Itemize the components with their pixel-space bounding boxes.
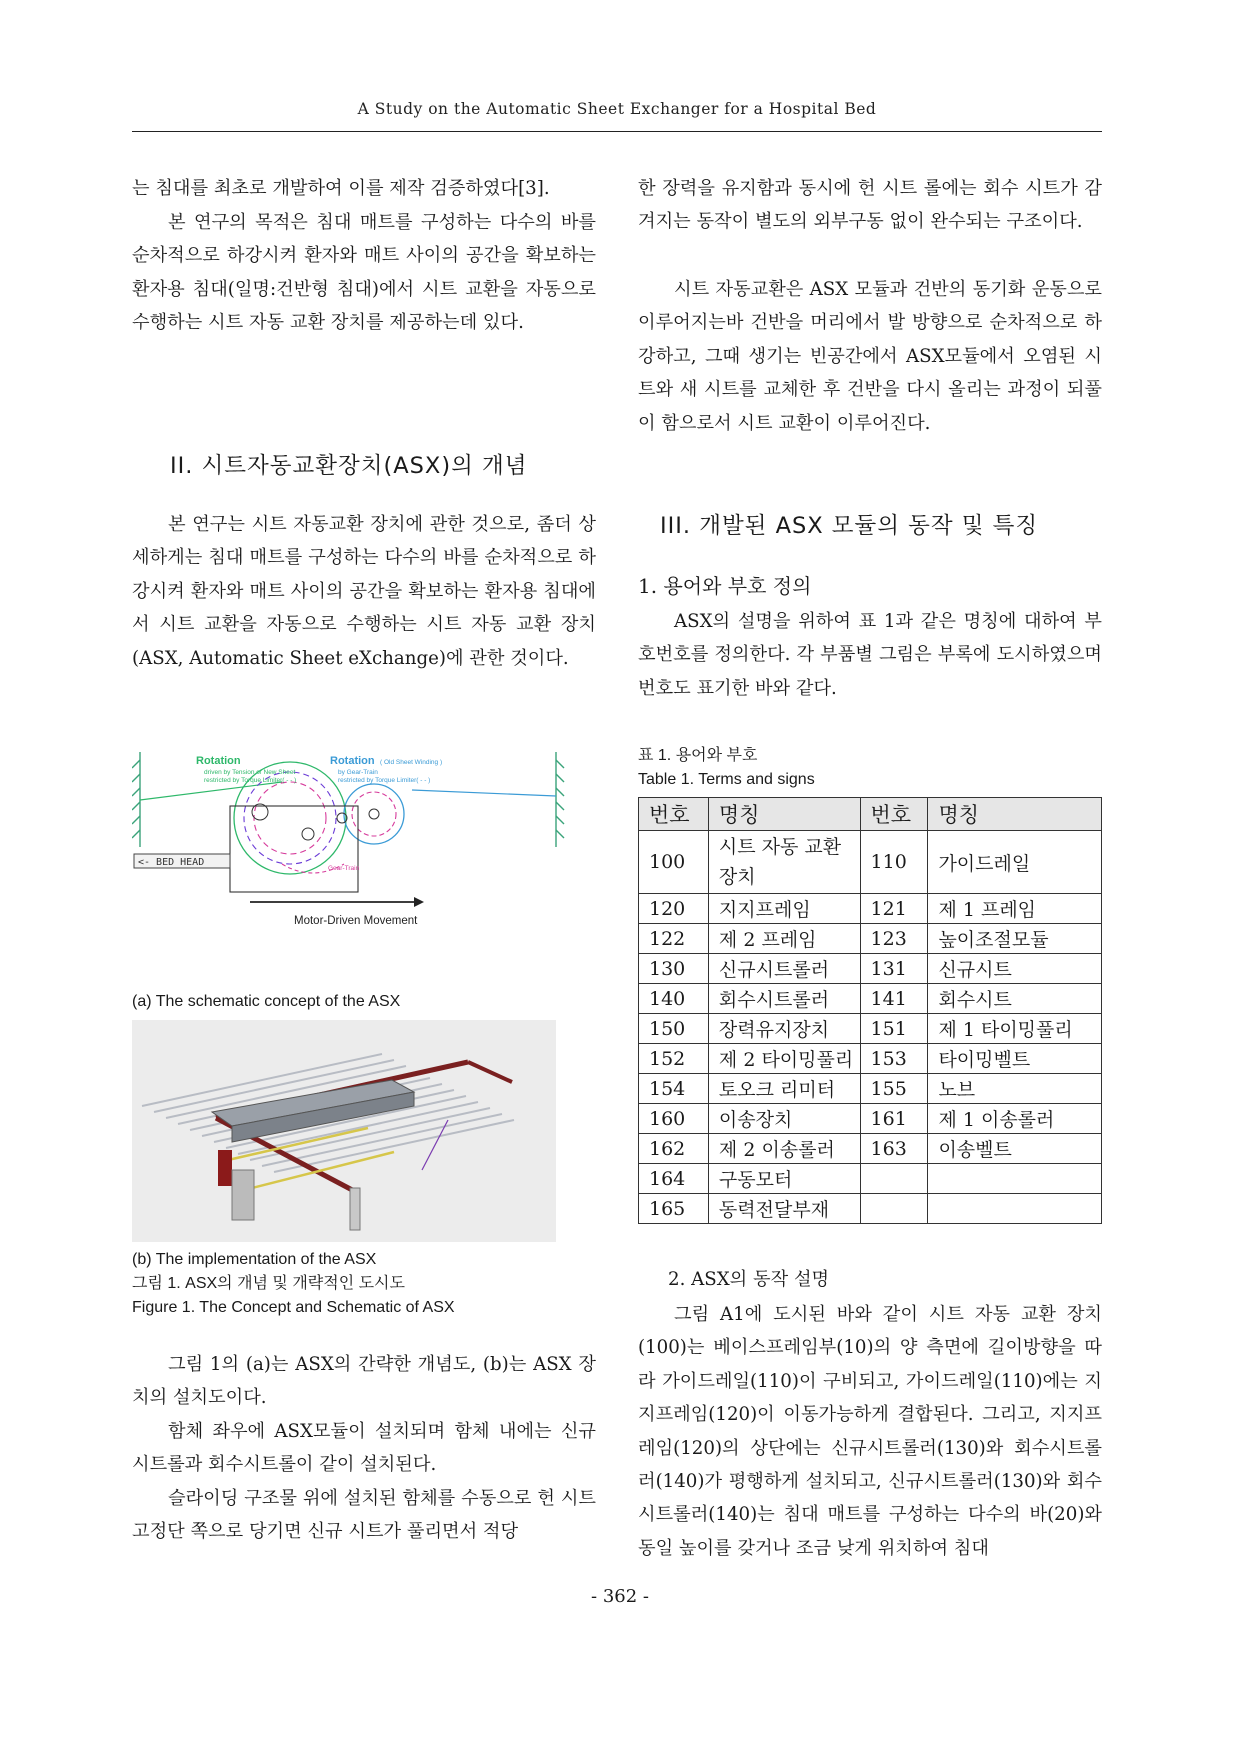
table-cell: 타이밍벨트 — [928, 1044, 1102, 1074]
left-paragraph-5: 함체 좌우에 ASX모듈이 설치되며 함체 내에는 신규 시트롤과 회수시트롤이 같이 설치된다. — [132, 1421, 596, 1476]
table-cell: 회수시트롤러 — [708, 984, 860, 1014]
table-cell: 제 1 프레임 — [928, 894, 1102, 924]
table-row — [639, 894, 1102, 924]
rotation-2-sub1: by Gear-Train — [338, 769, 378, 776]
table-cell: 이송장치 — [708, 1104, 860, 1134]
table-cell: 제 2 프레임 — [708, 924, 860, 954]
motor-driven-label: Motor-Driven Movement — [294, 915, 418, 927]
table-cell: 가이드레일 — [928, 831, 1102, 894]
table-cell: 시트 자동 교환 장치 — [708, 831, 860, 894]
left-paragraph-1: 는 침대를 최초로 개발하여 이를 제작 검증하였다[3]. — [132, 178, 550, 199]
right-paragraph-4: 그림 A1에 도시된 바와 같이 시트 자동 교환 장치(100)는 베이스프레임부(10)의 양 측면에 길이방향을 따라 가이드레일(110)이 구비되고, 가이드레일(110)에는 지지프레임(120)이 이동가능하게 결합된다. 그리고, 지지프레임(120)의 상단에는 신규시트롤러(130)와 회수시트롤러(140)가 평행하게 설치되고, 신규시트롤러(130)와 회수시트롤러(140)는 침대 매트를 구성하는 다수의 바(20)와 동일 높이를 갖거나 조금 낮게 위치하여 침대 — [638, 1304, 1102, 1559]
table-row — [639, 984, 1102, 1014]
section-3-heading: III. 개발된 ASX 모듈의 동작 및 특징 — [660, 513, 1039, 539]
table-row — [639, 1104, 1102, 1134]
table-caption-en: Table 1. Terms and signs — [638, 771, 815, 788]
table-header-cell: 명칭 — [708, 798, 860, 831]
table-row — [639, 1134, 1102, 1164]
running-title: A Study on the Automatic Sheet Exchanger for a Hospital Bed — [357, 100, 877, 118]
table-cell: 회수시트 — [928, 984, 1102, 1014]
table-cell — [860, 1194, 928, 1224]
table-row — [639, 1074, 1102, 1104]
rotation-2-sub2: restricted by Torque Limiter( - - ) — [338, 777, 431, 784]
table-row — [639, 924, 1102, 954]
table-cell: 161 — [860, 1104, 928, 1134]
table-header-cell: 번호 — [860, 798, 928, 831]
table-cell: 140 — [639, 984, 709, 1014]
rotation-1-sub2: restricted by Torque Limiter( - - ) — [204, 777, 297, 784]
bed-head-label: <- BED HEAD — [138, 857, 205, 868]
left-paragraph-6: 슬라이딩 구조물 위에 설치된 함체를 수동으로 헌 시트 고정단 쪽으로 당기면 신규 시트가 풀리면서 적당 — [132, 1488, 596, 1543]
table-cell: 150 — [639, 1014, 709, 1044]
right-paragraph-1: 한 장력을 유지함과 동시에 헌 시트 롤에는 회수 시트가 감겨지는 동작이 별도의 외부구동 없이 완수되는 구조이다. — [638, 178, 1102, 233]
table-cell: 토오크 리미터 — [708, 1074, 860, 1104]
table-cell: 123 — [860, 924, 928, 954]
right-paragraph-2: 시트 자동교환은 ASX 모듈과 건반의 동기화 운동으로 이루어지는바 건반을 머리에서 발 방향으로 순차적으로 하강하고, 그때 생기는 빈공간에서 ASX모듈에서 오염된 시트와 새 시트를 교체한 후 건반을 다시 올리는 과정이 되풀이 함으로서 시트 교환이 이루어진다. — [638, 279, 1102, 434]
subsection-1-heading: 1. 용어와 부호 정의 — [638, 574, 812, 598]
header-rule — [132, 131, 1102, 132]
table-cell: 장력유지장치 — [708, 1014, 860, 1044]
table-cell: 155 — [860, 1074, 928, 1104]
table-cell: 153 — [860, 1044, 928, 1074]
left-wall-hatch — [132, 752, 140, 847]
table-cell: 신규시트 — [928, 954, 1102, 984]
table-cell: 165 — [639, 1194, 709, 1224]
table-caption-kr: 표 1. 용어와 부호 — [638, 747, 758, 764]
right-paragraph-3: ASX의 설명을 위하여 표 1과 같은 명칭에 대하여 부호번호를 정의한다. 각 부품별 그림은 부록에 도시하였으며 번호도 표기한 바와 같다. — [638, 611, 1102, 699]
rotation-1-sub1: driven by Tension of New Sheet — [204, 769, 296, 776]
table-cell: 노브 — [928, 1074, 1102, 1104]
rotation-2-title: Rotation — [330, 755, 375, 767]
table-cell: 제 1 타이밍풀리 — [928, 1014, 1102, 1044]
table-cell: 121 — [860, 894, 928, 924]
terms-table — [638, 797, 1102, 1224]
table-cell — [860, 1164, 928, 1194]
table-cell: 163 — [860, 1134, 928, 1164]
table-row — [639, 831, 1102, 894]
table-header-row — [639, 798, 1102, 831]
table-cell: 160 — [639, 1104, 709, 1134]
table-cell: 구동모터 — [708, 1164, 860, 1194]
gear-train-label: Gear-Train — [328, 865, 360, 872]
left-paragraph-3: 본 연구는 시트 자동교환 장치에 관한 것으로, 좀더 상세하게는 침대 매트를 구성하는 다수의 바를 순차적으로 하강시켜 환자와 매트 사이의 공간을 확보하는 환자용 침대에서 시트 교환을 자동으로 수행하는 시트 자동 교환 장치(ASX, Automatic Sheet eXchange)에 관한 것이다. — [132, 514, 596, 669]
table-cell: 151 — [860, 1014, 928, 1044]
figure-b-caption: (b) The implementation of the ASX — [132, 1251, 377, 1268]
table-header-cell: 명칭 — [928, 798, 1102, 831]
subsection-2-heading: 2. ASX의 동작 설명 — [668, 1269, 830, 1290]
table-cell: 131 — [860, 954, 928, 984]
table-cell: 제 2 타이밍풀리 — [708, 1044, 860, 1074]
table-cell: 164 — [639, 1164, 709, 1194]
table-cell: 141 — [860, 984, 928, 1014]
table-cell: 동력전달부재 — [708, 1194, 860, 1224]
table-cell: 130 — [639, 954, 709, 984]
left-paragraph-4: 그림 1의 (a)는 ASX의 간략한 개념도, (b)는 ASX 장치의 설치도이다. — [132, 1354, 596, 1409]
table-cell: 지지프레임 — [708, 894, 860, 924]
table-cell: 110 — [860, 831, 928, 894]
table-row — [639, 1044, 1102, 1074]
table-cell: 154 — [639, 1074, 709, 1104]
table-cell: 높이조절모듈 — [928, 924, 1102, 954]
table-row — [639, 1194, 1102, 1224]
table-cell: 152 — [639, 1044, 709, 1074]
rotation-2-note: ( Old Sheet Winding ) — [380, 759, 443, 766]
table-row — [639, 954, 1102, 984]
table-row — [639, 1014, 1102, 1044]
section-2-heading: II. 시트자동교환장치(ASX)의 개념 — [170, 453, 528, 479]
figure-a-schematic — [132, 752, 572, 970]
right-wall-hatch — [556, 752, 564, 847]
page-number: - 362 - — [591, 1586, 649, 1607]
table-cell: 제 1 이송롤러 — [928, 1104, 1102, 1134]
table-cell: 100 — [639, 831, 709, 894]
table-header-cell: 번호 — [639, 798, 709, 831]
table-cell: 120 — [639, 894, 709, 924]
table-cell — [928, 1194, 1102, 1224]
figure-caption-kr: 그림 1. ASX의 개념 및 개략적인 도시도 — [132, 1275, 405, 1292]
figure-a-caption: (a) The schematic concept of the ASX — [132, 993, 401, 1010]
rotation-1-title: Rotation — [196, 755, 241, 767]
table-row — [639, 1164, 1102, 1194]
table-cell: 122 — [639, 924, 709, 954]
table-cell: 이송벨트 — [928, 1134, 1102, 1164]
left-paragraph-2: 본 연구의 목적은 침대 매트를 구성하는 다수의 바를 순차적으로 하강시켜 환자와 매트 사이의 공간을 확보하는 환자용 침대(일명:건반형 침대)에서 시트 교환을 자동으로 수행하는 시트 자동 교환 장치를 제공하는데 있다. — [132, 212, 596, 334]
table-cell: 신규시트롤러 — [708, 954, 860, 984]
table-cell — [928, 1164, 1102, 1194]
figure-caption-en: Figure 1. The Concept and Schematic of ASX — [132, 1299, 455, 1316]
figure-b-render — [132, 1020, 556, 1242]
table-cell: 162 — [639, 1134, 709, 1164]
table-cell: 제 2 이송롤러 — [708, 1134, 860, 1164]
